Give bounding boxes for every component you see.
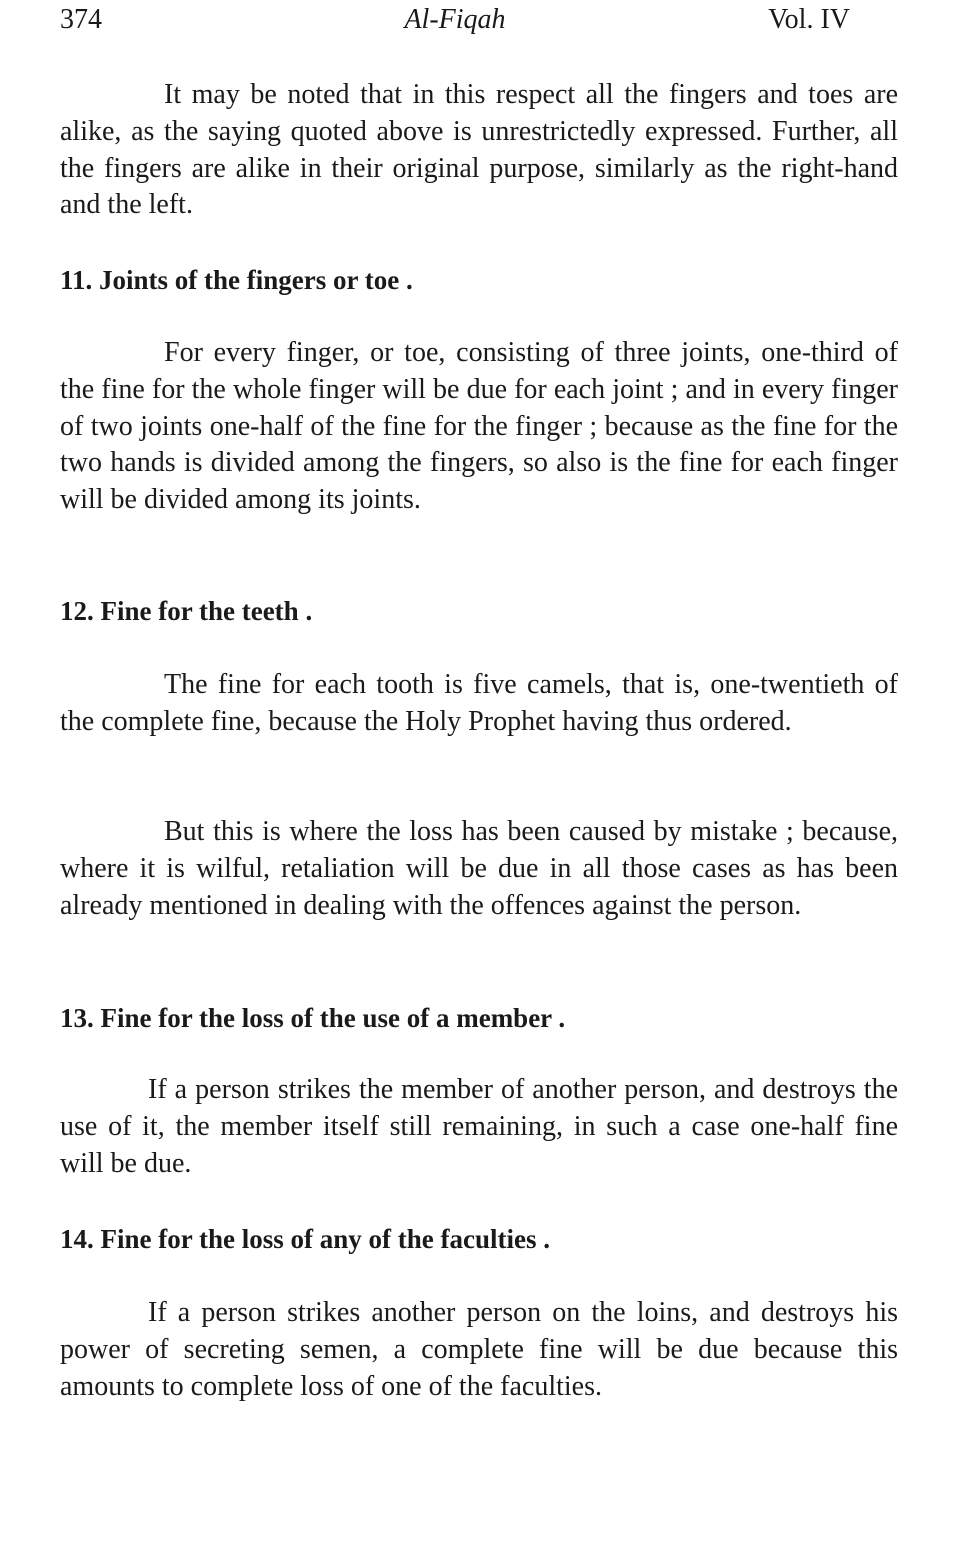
paragraph-intro [60,77,898,224]
section-heading-12: 12. Fine for the teeth . [60,596,313,626]
section-heading-13: 13. Fine for the loss of the use of a member . [60,1003,566,1033]
paragraph-section-14 [60,1295,898,1405]
volume-label: Vol. IV [768,4,850,35]
paragraph-text: For every finger, or toe, consisting of three joints, one-third of the fine for the whole finger will be due for each joint ; and in every finger of two joints one-half of the fine for the finger ; because as the fine for the two hands is divided among the fingers, so also is the fine for each finger will be divided among its joints. [60,337,898,516]
paragraph-text: The fine for each tooth is five camels, that is, one-twentieth of the complete fine, because the Holy Prophet having thus ordered. [60,669,898,737]
paragraph-section-11 [60,335,898,519]
section-heading-11: 11. Joints of the fingers or toe . [60,265,413,295]
section-heading-14: 14. Fine for the loss of any of the faculties . [60,1224,550,1254]
paragraph-text: But this is where the loss has been caused by mistake ; because, where it is wilful, retaliation will be due in all those cases as has been already mentioned in dealing with the offences against the person. [60,816,898,921]
page-number: 374 [60,4,102,35]
paragraph-section-13 [60,1072,898,1182]
paragraph-text: If a person strikes the member of another person, and destroys the use of it, the member itself still remaining, in such a case one-half fine will be due. [60,1074,898,1179]
paragraph-section-12b [60,814,898,924]
paragraph-section-12a [60,667,898,741]
running-header [60,4,850,44]
paragraph-text: If a person strikes another person on the loins, and destroys his power of secreting semen, a complete fine will be due because this amounts to complete loss of one of the faculties. [60,1297,898,1402]
paragraph-text: It may be noted that in this respect all the fingers and toes are alike, as the saying quoted above is unrestrictedly expressed. Further, all the fingers are alike in their original purpose, similarly as the right-hand and the left. [60,79,898,221]
book-title: Al-Fiqah [404,4,506,35]
